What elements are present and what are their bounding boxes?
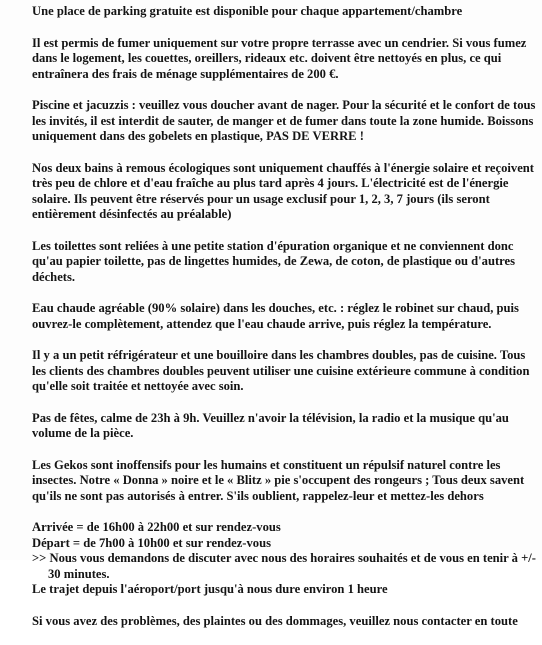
text-line: >> Nous vous demandons de discuter avec nous des horaires souhaités et de vous en tenir à +/- bbox=[32, 551, 536, 565]
text-line: Piscine et jacuzzis : veuillez vous doucher avant de nager. Pour la sécurité et le confort de tous bbox=[32, 98, 536, 112]
paragraph-4 bbox=[32, 161, 532, 223]
text-line: entièrement désinfectés au préalable) bbox=[32, 207, 232, 221]
text-line: qu'elle soit traitée et nettoyée avec soin. bbox=[32, 379, 244, 393]
text-line: volume de la pièce. bbox=[32, 426, 134, 440]
text-line: qu'au papier toilette, pas de lingettes humides, de Zewa, de coton, de plastique ou d'autres bbox=[32, 254, 516, 268]
paragraph-3 bbox=[32, 98, 536, 145]
text-line: qu'ils ne sont pas autorisés à entrer. S'ils oublient, rappelez-leur et mettez-les dehors bbox=[32, 488, 484, 503]
text-line: ouvrez-le complètement, attendez que l'eau chaude arrive, puis réglez la température. bbox=[32, 316, 492, 331]
paragraph-5 bbox=[32, 239, 532, 286]
paragraph-6 bbox=[32, 301, 532, 332]
text-line: Les toilettes sont reliées à une petite station d'épuration organique et ne conviennent donc bbox=[32, 238, 514, 253]
paragraph-8 bbox=[32, 411, 532, 442]
paragraph-11 bbox=[32, 614, 532, 630]
text-line: très peu de chlore et d'eau fraîche au plus tard après 4 jours. L'électricité est de l'énergie bbox=[32, 176, 509, 190]
text-line: les invités, il est interdit de sauter, de manger et de fumer dans toute la zone humide. Boissons bbox=[32, 113, 534, 128]
text-line: déchets. bbox=[32, 269, 76, 284]
text-line: Les Gekos sont inoffensifs pour les humains et constituent un répulsif naturel contre les bbox=[32, 457, 501, 472]
text-line: Il y a un petit réfrigérateur et une bouilloire dans les chambres doubles, pas de cuisine. Tous bbox=[32, 348, 526, 362]
paragraph-9 bbox=[32, 458, 532, 505]
text-line: 30 minutes. bbox=[48, 566, 110, 581]
text-line: Eau chaude agréable (90% solaire) dans les douches, etc. : réglez le robinet sur chaud, puis bbox=[32, 301, 519, 315]
text-line: Il est permis de fumer uniquement sur votre propre terrasse avec un cendrier. Si vous fumez bbox=[32, 35, 527, 50]
text-line: solaire. Ils peuvent être réservés pour un usage exclusif pour 1, 2, 3, 7 jours (ils seront bbox=[32, 191, 490, 206]
paragraph-10 bbox=[32, 520, 536, 598]
text-line: Le trajet depuis l'aéroport/port jusqu'à nous dure environ 1 heure bbox=[32, 582, 388, 596]
document-body bbox=[32, 4, 536, 645]
text-line: Nos deux bains à remous écologiques sont uniquement chauffés à l'énergie solaire et reçoivent bbox=[32, 160, 534, 175]
text-line: Une place de parking gratuite est disponible pour chaque appartement/chambre bbox=[32, 4, 463, 18]
text-line: insectes. Notre « Donna » noire et le « Blitz » pie s'occupent des rongeurs ; Tous deux savent bbox=[32, 473, 525, 487]
text-line: dans le logement, les couettes, oreillers, rideaux etc. doivent être nettoyés en plus, ce qui bbox=[32, 51, 502, 65]
paragraph-7 bbox=[32, 348, 532, 395]
text-line: Arrivée = de 16h00 à 22h00 et sur rendez-vous bbox=[32, 520, 281, 534]
text-line: Pas de fêtes, calme de 23h à 9h. Veuillez n'avoir la télévision, la radio et la musique qu'au bbox=[32, 410, 509, 425]
paragraph-1 bbox=[32, 4, 532, 20]
text-line: Si vous avez des problèmes, des plaintes ou des dommages, veuillez nous contacter en toute bbox=[32, 613, 518, 628]
text-line: entraînera des frais de ménage supplémentaires de 200 €. bbox=[32, 66, 339, 81]
text-line: uniquement dans des gobelets en plastique, PAS DE VERRE ! bbox=[32, 129, 364, 143]
text-line: les clients des chambres doubles peuvent utiliser une cuisine extérieure commune à condition bbox=[32, 363, 530, 378]
text-line: Départ = de 7h00 à 10h00 et sur rendez-vous bbox=[32, 535, 271, 550]
paragraph-2 bbox=[32, 36, 532, 83]
